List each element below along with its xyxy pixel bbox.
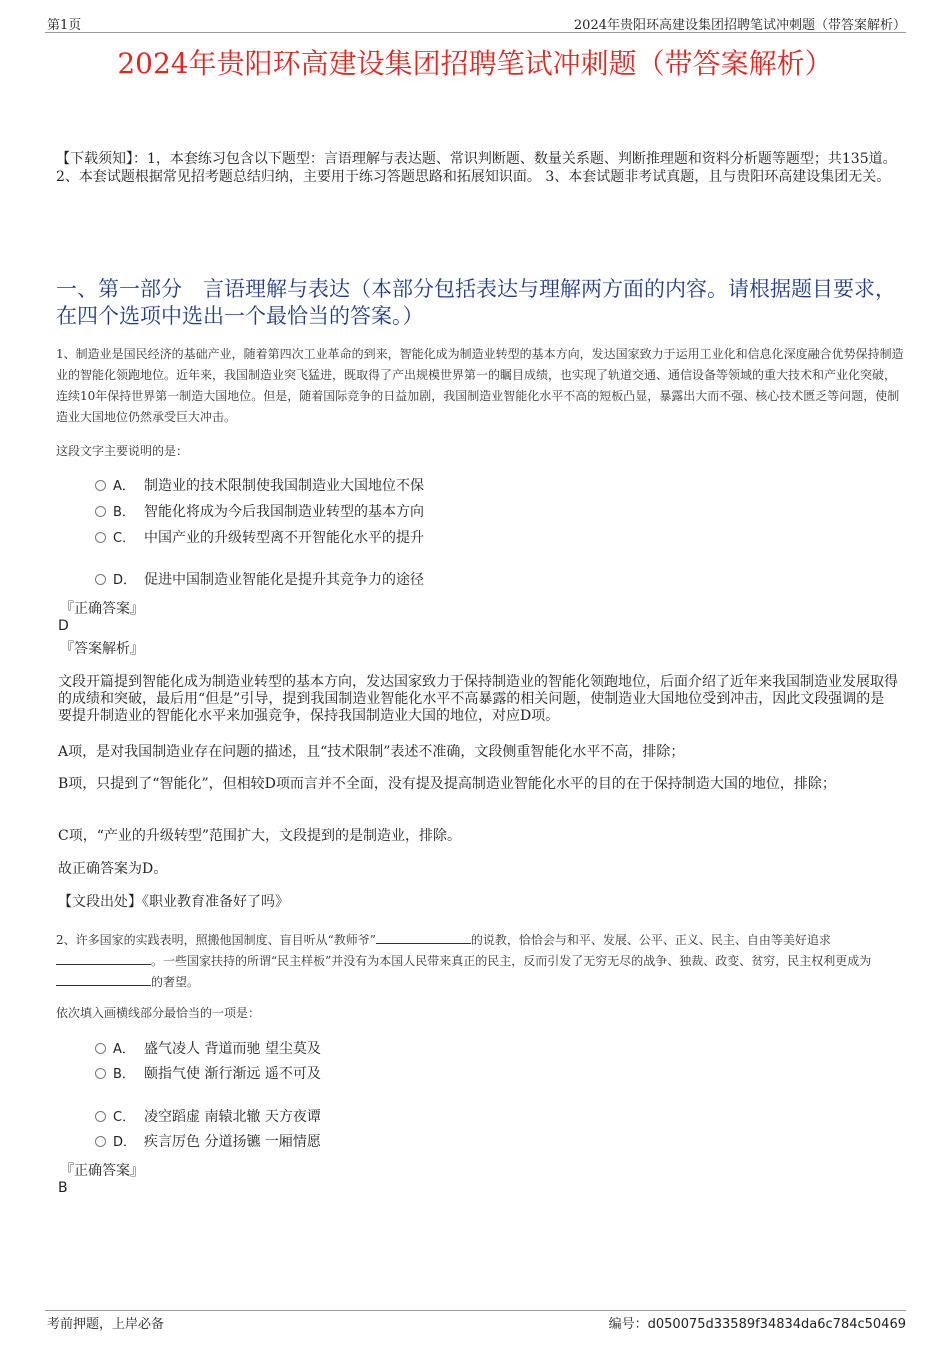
question-1-prompt: 这段文字主要说明的是： xyxy=(56,444,189,458)
document-title: 2024年贵阳环高建设集团招聘笔试冲刺题（带答案解析） xyxy=(117,47,833,80)
document-code-label: 编号： xyxy=(608,1317,648,1332)
download-notice: 【下载须知】：1，本套练习包含以下题型：言语理解与表达题、常识判断题、数量关系题、判断推理题和资料分析题等题型；共135道。 2、本套试题根据常见招考题总结归纳，主要用于练习答题思路和拓展知识面。 3、本套试题非考试真题，且与贵阳环高建设集团无关。 xyxy=(56,151,897,185)
question-2-text-part: 的奢望。 xyxy=(151,975,200,989)
question-2-text-part: 的说教，恰恰会与和平、发展、公平、正义、民主、自由等美好追求 xyxy=(470,933,831,947)
option-text: 智能化将成为今后我国制造业转型的基本方向 xyxy=(144,504,424,520)
correct-answer-value: D xyxy=(58,618,69,634)
radio-button-icon[interactable] xyxy=(95,1136,106,1147)
q1-option-b[interactable] xyxy=(95,502,424,522)
fill-blank-3 xyxy=(56,975,151,986)
footer-divider xyxy=(45,1310,906,1311)
analysis-paragraph: B项，只提到了“智能化”，但相较D项而言并不全面，没有提及提高制造业智能化水平的目的在于保持制造大国的地位，排除； xyxy=(58,776,836,792)
question-2-text-part: 。一些国家扶持的所谓“民主样板”并没有为本国人民带来真正的民主，反而引发了无穷无尽的战争、独裁、政变、贫穷，民主权利更成为 xyxy=(151,954,872,968)
analysis-paragraph: C项，“产业的升级转型”范围扩大，文段提到的是制造业，排除。 xyxy=(58,828,462,844)
option-text: 盛气凌人 背道而驰 望尘莫及 xyxy=(144,1041,321,1057)
header-divider xyxy=(45,32,906,33)
radio-button-icon[interactable] xyxy=(95,574,106,585)
fill-blank-2 xyxy=(56,954,151,965)
radio-button-icon[interactable] xyxy=(95,1043,106,1054)
page-number: 第1页 xyxy=(47,18,82,33)
q1-option-a[interactable] xyxy=(95,476,424,496)
option-text: 制造业的技术限制使我国制造业大国地位不保 xyxy=(144,478,424,494)
correct-answer-label: 『正确答案』 xyxy=(60,601,144,617)
question-1-text: 1、制造业是国民经济的基础产业，随着第四次工业革命的到来，智能化成为制造业转型的基本方向，发达国家致力于运用工业化和信息化深度融合优势保持制造业的智能化领跑地位。近年来，我国制造业突飞猛进，既取得了产出规模世界第一的瞩目成绩，也实现了轨道交通、通信设备等领域的重大技术和产业化突破，连续10年保持世界第一制造大国地位。但是，随着国际竞争的日益加剧，我国制造业智能化水平不高的短板凸显，暴露出大而不强、核心技术匮乏等问题，使制造业大国地位仍然承受巨大冲击。 xyxy=(56,347,904,424)
option-text: 疾言厉色 分道扬镳 一厢情愿 xyxy=(144,1134,321,1150)
option-letter: D． xyxy=(113,1135,137,1150)
q2-option-d[interactable] xyxy=(95,1132,321,1152)
option-letter: A． xyxy=(113,1042,135,1057)
q2-option-c[interactable] xyxy=(95,1107,321,1127)
option-letter: C． xyxy=(113,1110,136,1125)
correct-answer-label: 『正确答案』 xyxy=(60,1163,144,1179)
radio-button-icon[interactable] xyxy=(95,532,106,543)
document-code xyxy=(609,1313,906,1332)
running-header-title: 2024年贵阳环高建设集团招聘笔试冲刺题（带答案解析） xyxy=(573,18,906,33)
q2-option-b[interactable] xyxy=(95,1064,321,1084)
option-text: 促进中国制造业智能化是提升其竞争力的途径 xyxy=(144,572,424,588)
analysis-paragraph: A项，是对我国制造业存在问题的描述，且“技术限制”表述不准确，文段侧重智能化水平不高，排除； xyxy=(58,744,685,760)
passage-source: 【文段出处】《职业教育准备好了吗》 xyxy=(58,894,289,910)
option-letter: B． xyxy=(113,1067,135,1082)
analysis-conclusion: 故正确答案为D。 xyxy=(58,861,168,877)
radio-button-icon[interactable] xyxy=(95,506,106,517)
radio-button-icon[interactable] xyxy=(95,1068,106,1079)
fill-blank-1 xyxy=(376,933,471,944)
option-letter: B． xyxy=(113,505,135,520)
question-2-text-part: 2、许多国家的实践表明，照搬他国制度、盲目听从“教师爷” xyxy=(56,933,376,947)
question-2-prompt: 依次填入画横线部分最恰当的一项是： xyxy=(56,1006,261,1020)
question-2-text xyxy=(56,930,904,993)
footer-slogan: 考前押题，上岸必备 xyxy=(47,1317,165,1332)
radio-button-icon[interactable] xyxy=(95,480,106,491)
option-letter: A． xyxy=(113,479,135,494)
document-code-value: d050075d33589f34834da6c784c50469 xyxy=(647,1317,906,1332)
option-text: 中国产业的升级转型离不开智能化水平的提升 xyxy=(144,530,424,546)
q1-option-c[interactable] xyxy=(95,528,424,548)
option-letter: D． xyxy=(113,573,137,588)
option-text: 颐指气使 渐行渐远 遥不可及 xyxy=(144,1066,321,1082)
q2-option-a[interactable] xyxy=(95,1039,321,1059)
analysis-label: 『答案解析』 xyxy=(60,641,144,657)
section-heading: 一、第一部分 言语理解与表达（本部分包括表达与理解两方面的内容。请根据题目要求，在四个选项中选出一个最恰当的答案。） xyxy=(56,277,896,328)
radio-button-icon[interactable] xyxy=(95,1111,106,1122)
q1-option-d[interactable] xyxy=(95,570,424,590)
correct-answer-value: B xyxy=(58,1180,68,1196)
option-text: 凌空蹈虚 南辕北辙 天方夜谭 xyxy=(144,1109,321,1125)
analysis-paragraph: 文段开篇提到智能化成为制造业转型的基本方向，发达国家致力于保持制造业的智能化领跑地位，后面介绍了近年来我国制造业发展取得的成绩和突破，最后用“但是”引导，提到我国制造业智能化水平不高暴露的相关问题，使制造业大国地位受到冲击，因此文段强调的是要提升制造业的智能化水平来加强竞争，保持我国制造业大国的地位，对应D项。 xyxy=(58,674,898,724)
option-letter: C． xyxy=(113,531,136,546)
